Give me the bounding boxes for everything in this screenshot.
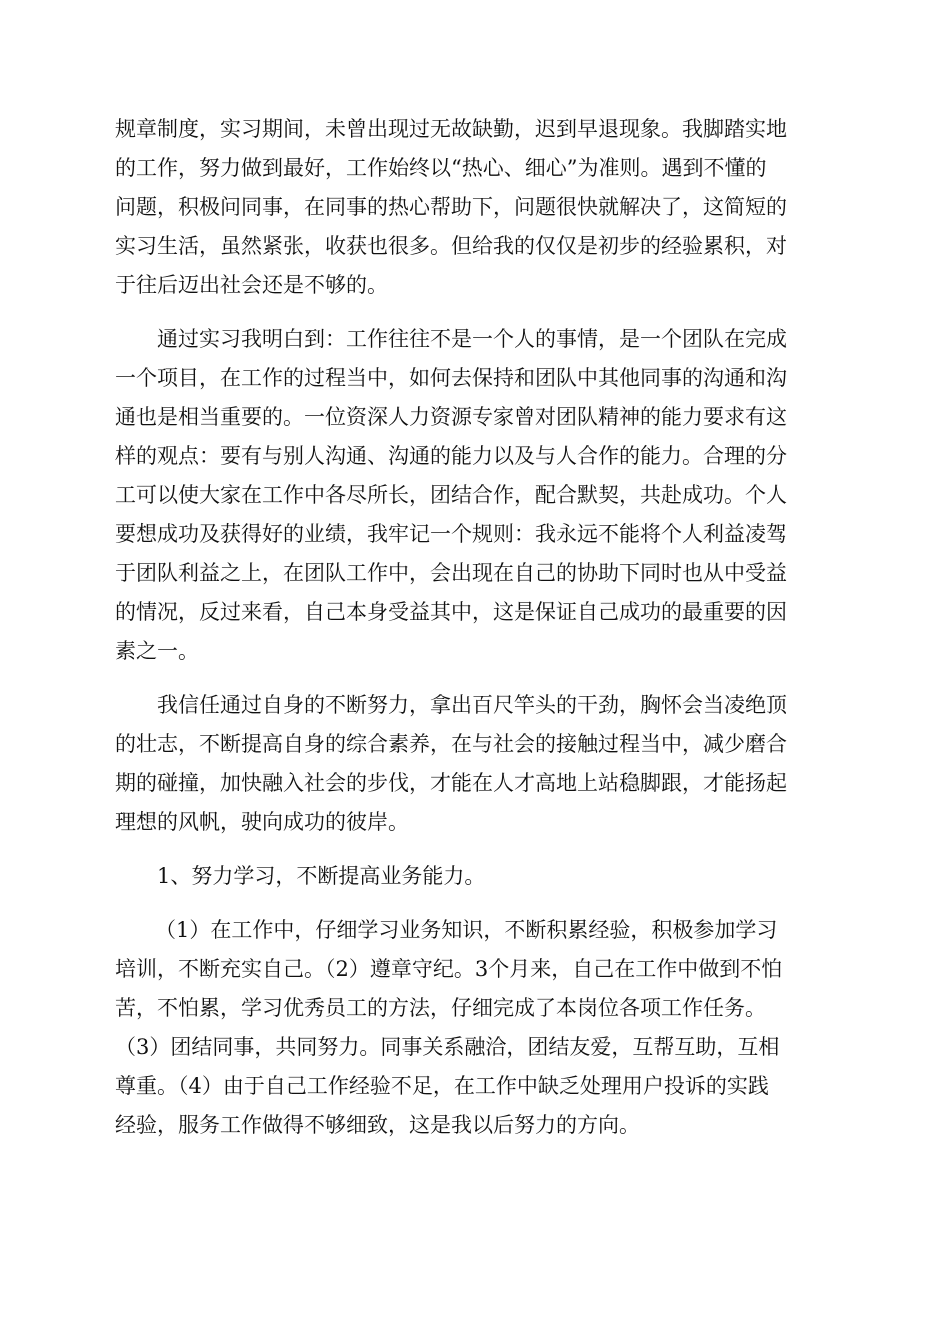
paragraph-line: 培训，不断充实自己。（2）遵章守纪。3个月来，自己在工作中做到不怕 bbox=[115, 957, 783, 981]
paragraph-line: 素之一。 bbox=[115, 639, 199, 663]
paragraph-line: 问题，积极问同事，在同事的热心帮助下，问题很快就解决了，这简短的 bbox=[115, 195, 787, 219]
paragraph-line: 于团队利益之上，在团队工作中，会出现在自己的协助下同时也从中受益 bbox=[115, 561, 787, 585]
paragraph-line: 苦，不怕累，学习优秀员工的方法，仔细完成了本岗位各项工作任务。 bbox=[115, 996, 766, 1020]
paragraph-line: 尊重。（4）由于自己工作经验不足，在工作中缺乏处理用户投诉的实践 bbox=[115, 1074, 769, 1098]
paragraph-line: 期的碰撞，加快融入社会的步伐，才能在人才高地上站稳脚跟，才能扬起 bbox=[115, 771, 787, 795]
paragraph-line: 1、努力学习，不断提高业务能力。 bbox=[157, 864, 486, 888]
paragraph-line: 通过实习我明白到：工作往往不是一个人的事情，是一个团队在完成 bbox=[157, 327, 787, 351]
section-heading-study bbox=[115, 857, 833, 896]
paragraph-numbered-points bbox=[115, 911, 833, 1145]
paragraph-line: 理想的风帆，驶向成功的彼岸。 bbox=[115, 810, 409, 834]
document-body bbox=[115, 110, 833, 1145]
paragraph-line: 样的观点：要有与别人沟通、沟通的能力以及与人合作的能力。合理的分 bbox=[115, 444, 787, 468]
paragraph-line: 经验，服务工作做得不够细致，这是我以后努力的方向。 bbox=[115, 1113, 640, 1137]
paragraph-line: 的壮志，不断提高自身的综合素养，在与社会的接触过程当中，减少磨合 bbox=[115, 732, 787, 756]
paragraph-teamwork bbox=[115, 320, 833, 671]
paragraph-line: 通也是相当重要的。一位资深人力资源专家曾对团队精神的能力要求有这 bbox=[115, 405, 787, 429]
paragraph-line: 实习生活，虽然紧张，收获也很多。但给我的仅仅是初步的经验累积，对 bbox=[115, 234, 787, 258]
paragraph-line: 的情况，反过来看，自己本身受益其中，这是保证自己成功的最重要的因 bbox=[115, 600, 787, 624]
paragraph-line: 一个项目，在工作的过程当中，如何去保持和团队中其他同事的沟通和沟 bbox=[115, 366, 787, 390]
paragraph-work-attitude bbox=[115, 110, 833, 305]
paragraph-line: 规章制度，实习期间，未曾出现过无故缺勤，迟到早退现象。我脚踏实地 bbox=[115, 117, 787, 141]
paragraph-line: 要想成功及获得好的业绩，我牢记一个规则：我永远不能将个人利益凌驾 bbox=[115, 522, 787, 546]
paragraph-line: 于往后迈出社会还是不够的。 bbox=[115, 273, 388, 297]
paragraph-line: （1）在工作中，仔细学习业务知识，不断积累经验，积极参加学习 bbox=[155, 918, 778, 942]
paragraph-line: 的工作，努力做到最好，工作始终以“热心、细心”为准则。遇到不懂的 bbox=[115, 156, 767, 180]
paragraph-self-improvement bbox=[115, 686, 833, 842]
paragraph-line: 工可以使大家在工作中各尽所长，团结合作，配合默契，共赴成功。个人 bbox=[115, 483, 787, 507]
paragraph-line: （3）团结同事，共同努力。同事关系融洽，团结友爱，互帮互助，互相 bbox=[115, 1035, 780, 1059]
paragraph-line: 我信任通过自身的不断努力，拿出百尺竿头的干劲，胸怀会当凌绝顶 bbox=[157, 693, 787, 717]
